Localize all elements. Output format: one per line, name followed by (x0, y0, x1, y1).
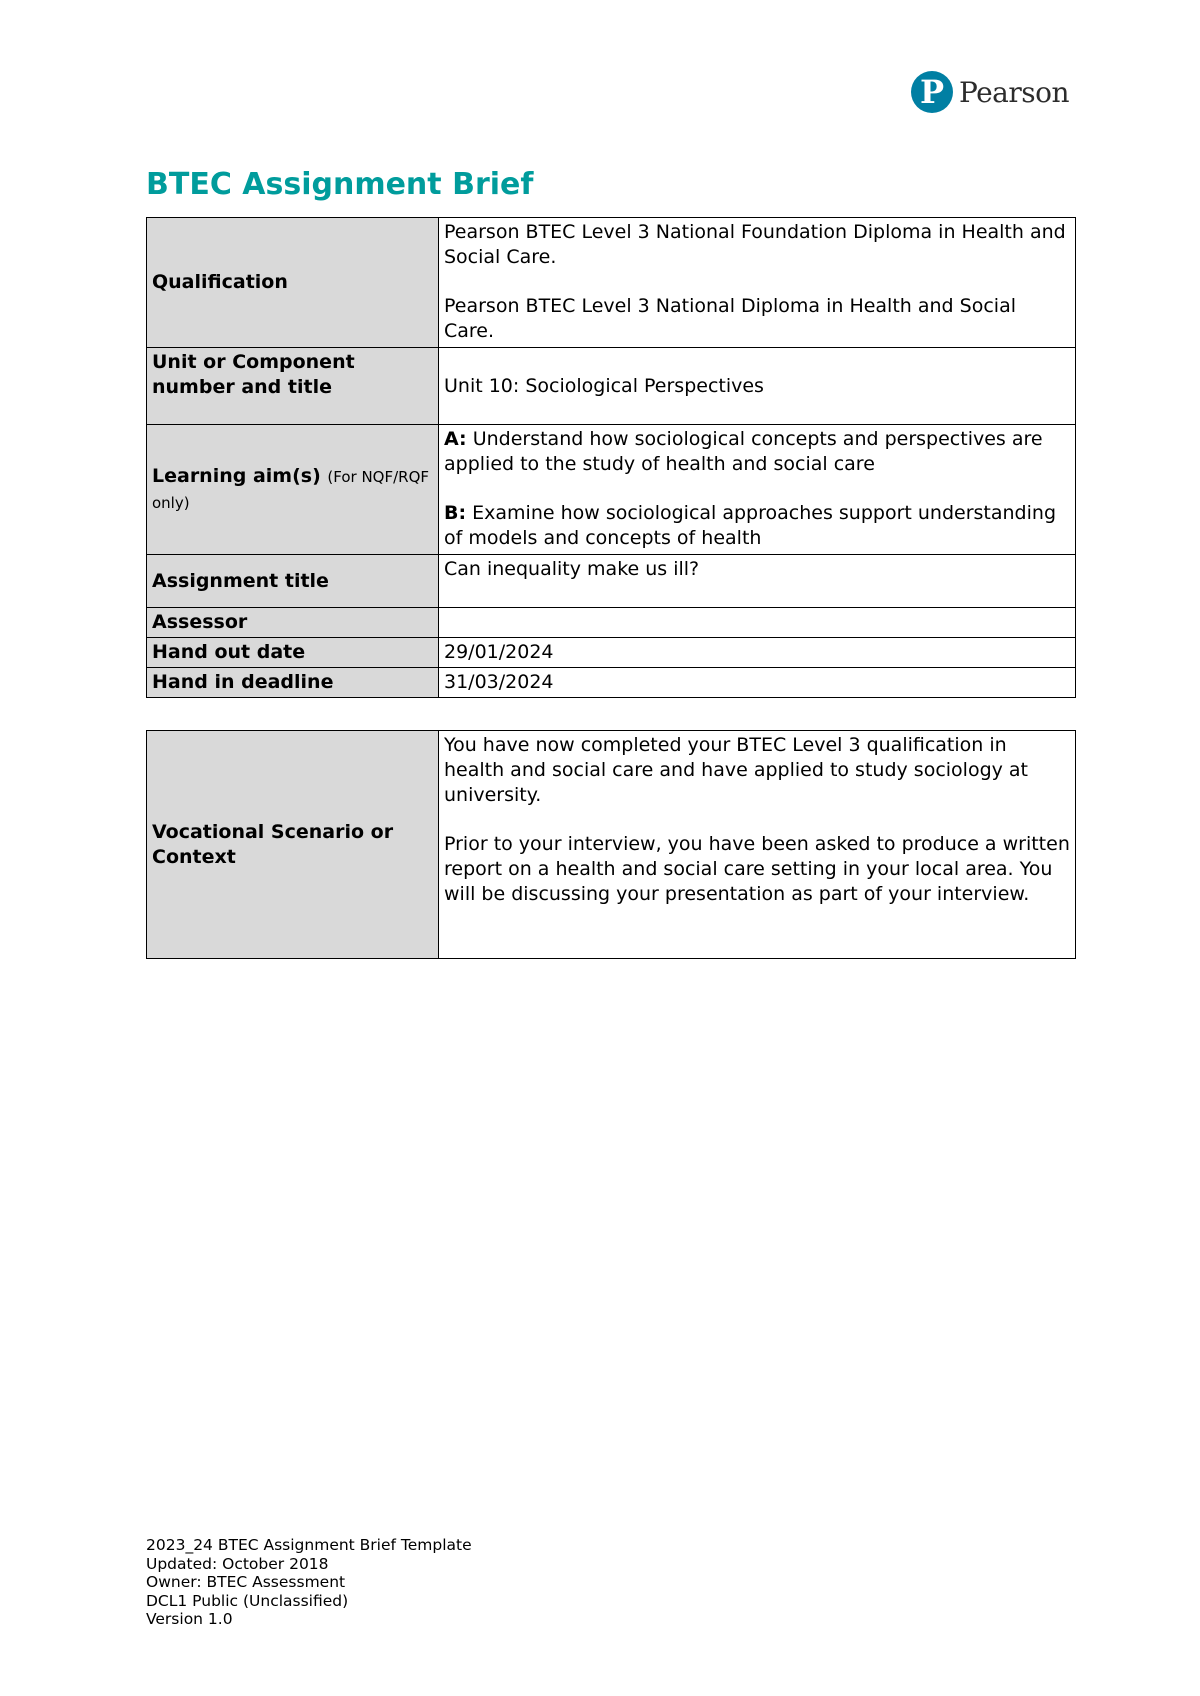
footer-line: Owner: BTEC Assessment (146, 1573, 346, 1591)
learning-aim-a (444, 427, 1070, 477)
hand-out-date-label: Hand out date (147, 638, 439, 668)
assignment-title-label: Assignment title (147, 555, 439, 608)
hand-out-date-value: 29/01/2024 (439, 638, 1076, 668)
assignment-details-table (146, 217, 1076, 698)
table-row (147, 668, 1076, 698)
learning-aims-label (147, 425, 439, 555)
table-row (147, 218, 1076, 348)
learning-aim-b-text: Examine how sociological approaches support understanding of models and concepts of health (444, 502, 1057, 549)
pearson-logo (911, 71, 1069, 113)
learning-aims-label-text: Learning aim(s) (152, 464, 321, 487)
learning-aim-b (444, 501, 1070, 551)
scenario-table (146, 730, 1076, 959)
footer-line: 2023_24 BTEC Assignment Brief Template (146, 1536, 472, 1554)
scenario-paragraph: Prior to your interview, you have been asked to produce a written report on a health and social care setting in your local area. You will be discussing your presentation as part of your interview. (444, 833, 1070, 905)
learning-aims-value (439, 425, 1076, 555)
scenario-paragraph: You have now completed your BTEC Level 3 qualification in health and social care and have applied to study sociology at university. (444, 734, 1029, 806)
table-row (147, 638, 1076, 668)
assessor-label: Assessor (147, 608, 439, 638)
table-row (147, 608, 1076, 638)
qualification-value (439, 218, 1076, 348)
qualification-label: Qualification (147, 218, 439, 348)
hand-in-deadline-label: Hand in deadline (147, 668, 439, 698)
table-row (147, 425, 1076, 555)
table-row (147, 731, 1076, 959)
footer-line: DCL1 Public (Unclassified) (146, 1591, 349, 1610)
learning-aim-a-key: A: (444, 428, 467, 450)
learning-aim-b-key: B: (444, 502, 467, 524)
unit-value: Unit 10: Sociological Perspectives (439, 348, 1076, 425)
learning-aims-label-note: (For NQF/RQF only) (152, 467, 430, 512)
qualification-value-line: Pearson BTEC Level 3 National Foundation Diploma in Health and Social Care. (444, 221, 1066, 268)
assessor-value (439, 608, 1076, 638)
page-title: BTEC Assignment Brief (146, 167, 534, 202)
page-footer (146, 1536, 472, 1629)
table-row (147, 348, 1076, 425)
pearson-logo-wordmark: Pearson (959, 75, 1069, 109)
scenario-value (439, 731, 1076, 959)
hand-in-deadline-value: 31/03/2024 (439, 668, 1076, 698)
assignment-title-value: Can inequality make us ill? (439, 555, 1076, 608)
pearson-logo-icon: P (911, 71, 953, 113)
unit-label: Unit or Component number and title (147, 348, 439, 425)
scenario-label: Vocational Scenario or Context (147, 731, 439, 959)
qualification-value-line: Pearson BTEC Level 3 National Diploma in Health and Social Care. (444, 295, 1016, 342)
learning-aim-a-text: Understand how sociological concepts and perspectives are applied to the study of health and social care (444, 428, 1043, 475)
table-row (147, 555, 1076, 608)
footer-line: Updated: October 2018 (146, 1554, 329, 1573)
footer-line: Version 1.0 (146, 1610, 233, 1628)
